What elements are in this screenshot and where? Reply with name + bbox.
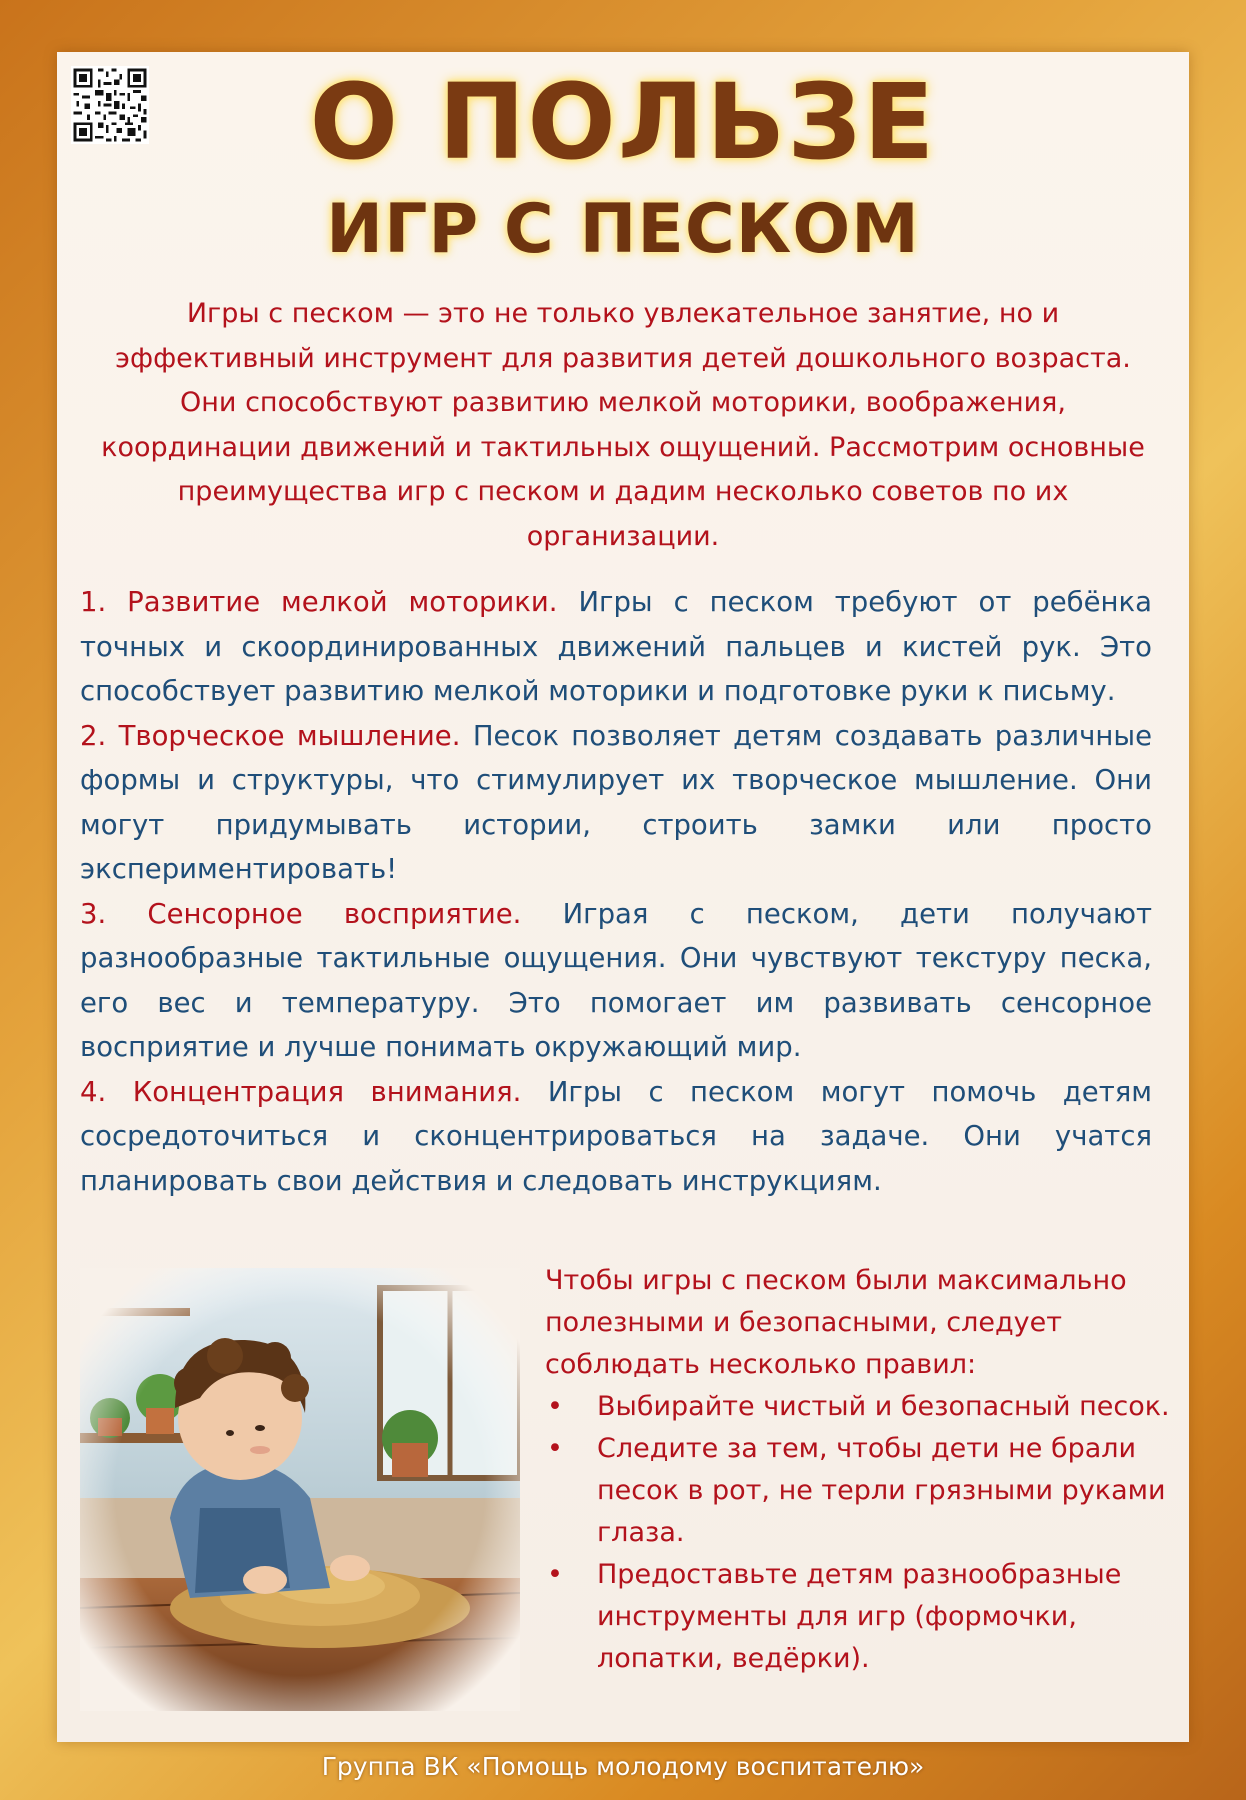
benefit-heading: 1. Развитие мелкой моторики. (80, 586, 558, 618)
footer-credit: Группа ВК «Помощь молодому воспитателю» (321, 1752, 925, 1781)
benefit-heading: 2. Творческое мышление. (80, 719, 461, 752)
benefit-text: Песок позволяет детям создавать различные формы и структуры, что стимулирует их творческое мышление. Они могут придумывать истории, строить замки или просто экспериментировать! (80, 719, 1153, 885)
bullet-icon: • (547, 1391, 563, 1422)
rules-list (545, 1386, 1185, 1680)
rules-section (545, 1260, 1185, 1680)
benefit-text: Игры с песком могут помочь детям сосредоточиться и сконцентрироваться на задаче. Они учатся планировать свои действия и следовать инструкциям. (80, 1075, 1153, 1197)
intro-paragraph: Игры с песком — это не только увлекательное занятие, но и эффективный инструмент для развития детей дошкольного возраста. Они способствуют развитию мелкой моторики, воображения, координации движений и тактильных ощущений. Рассмотрим основные преимущества игр с песком и дадим несколько советов по их организации. (101, 298, 1145, 552)
rule-item (545, 1554, 1185, 1680)
benefits-list (80, 580, 1152, 1203)
benefit-item (80, 892, 1152, 1070)
benefit-heading: 4. Концентрация внимания. (80, 1075, 522, 1108)
page-subtitle: ИГР С ПЕСКОМ (326, 190, 920, 269)
rule-item (545, 1428, 1185, 1554)
benefit-heading: 3. Сенсорное восприятие. (80, 897, 522, 930)
rule-text: Предоставьте детям разнообразные инструменты для игр (формочки, лопатки, ведёрки). (597, 1559, 1122, 1674)
page-title: О ПОЛЬЗЕ (309, 61, 937, 183)
benefit-item (80, 714, 1152, 892)
bullet-icon: • (547, 1433, 563, 1464)
rules-intro: Чтобы игры с песком были максимально полезными и безопасными, следует соблюдать несколько правил: (545, 1265, 1127, 1380)
child-playing-sand-illustration (80, 1268, 520, 1711)
benefit-text: Играя с песком, дети получают разнообразные тактильные ощущения. Они чувствуют текстуру песка, его вес и температуру. Это помогает им развивать сенсорное восприятие и лучше понимать окружающий мир. (80, 897, 1152, 1063)
benefit-item (80, 580, 1152, 714)
benefit-item (80, 1070, 1152, 1204)
bullet-icon: • (547, 1559, 563, 1590)
benefit-text: Игры с песком требуют от ребёнка точных и скоординированных движений пальцев и кистей рук. Это способствует развитию мелкой моторики и подготовке руки к письму. (80, 586, 1152, 707)
rule-item (545, 1386, 1185, 1428)
rule-text: Выбирайте чистый и безопасный песок. (597, 1391, 1170, 1422)
rule-text: Следите за тем, чтобы дети не брали песок в рот, не терли грязными руками глаза. (597, 1433, 1166, 1548)
